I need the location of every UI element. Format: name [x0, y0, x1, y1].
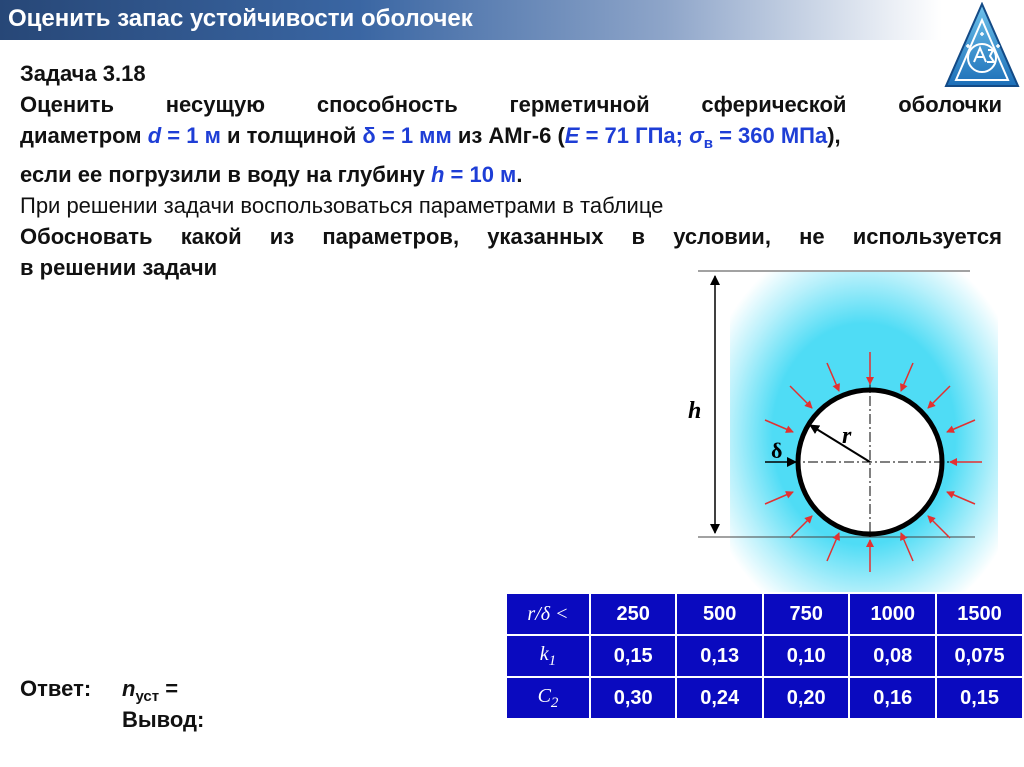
- table-row: [506, 677, 1023, 719]
- table-cell: 0,10: [763, 635, 849, 677]
- value-h: = 10 м: [444, 162, 517, 187]
- text-thickness: и толщиной: [220, 123, 363, 148]
- label-delta: δ: [771, 438, 783, 463]
- row-label-c2: [506, 677, 590, 719]
- var-d: d: [147, 123, 162, 148]
- value-d: = 1 м: [161, 123, 221, 148]
- k-subscript: 1: [548, 652, 557, 669]
- task-line-2: [20, 120, 1002, 159]
- slide-title: Оценить запас устойчивости оболочек: [8, 5, 473, 32]
- text-period: .: [516, 162, 523, 187]
- table-cell: 250: [590, 593, 676, 635]
- text-paren: ),: [827, 123, 841, 148]
- value-delta: δ = 1 мм: [362, 123, 452, 148]
- sphere-diagram: [660, 262, 1010, 602]
- value-E: = 71 ГПа;: [579, 123, 690, 148]
- equals-sign: =: [159, 676, 179, 701]
- title-bar: [0, 0, 1024, 40]
- table-cell: 750: [763, 593, 849, 635]
- task-number: Задача 3.18: [20, 61, 146, 86]
- row-label-r-delta: r/δ <: [506, 593, 590, 635]
- text-depth: если ее погрузили в воду на глубину: [20, 162, 431, 187]
- conclusion-label: Вывод:: [122, 707, 205, 732]
- table-cell: 0,15: [936, 677, 1023, 719]
- label-h: h: [688, 398, 702, 424]
- table-cell: 0,16: [849, 677, 936, 719]
- answer-label: Ответ:: [20, 676, 92, 701]
- text-diameter: диаметром: [20, 123, 148, 148]
- task-line-4: При решении задачи воспользоваться параметрами в таблице: [20, 193, 664, 218]
- answer-n-formula: [122, 676, 178, 705]
- table-cell: 0,075: [936, 635, 1023, 677]
- table-cell: 0,08: [849, 635, 936, 677]
- table-cell: 0,20: [763, 677, 849, 719]
- row-label-k1: [506, 635, 590, 677]
- c-subscript: 2: [550, 694, 559, 711]
- table-cell: 0,24: [676, 677, 762, 719]
- task-line-3: [20, 159, 1002, 190]
- c-symbol: C: [537, 684, 551, 707]
- table-row: [506, 593, 1023, 635]
- table-cell: 0,13: [676, 635, 762, 677]
- task-text: [20, 58, 1002, 283]
- sigma-subscript: в: [703, 135, 713, 152]
- var-E: E: [564, 123, 580, 148]
- k-symbol: k: [539, 642, 549, 665]
- task-line-6: в решении задачи: [20, 255, 218, 280]
- task-line-5: Обосновать какой из параметров, указанных в условии, не используется: [20, 224, 1002, 249]
- var-sigma: σ: [689, 123, 704, 148]
- label-r: r: [842, 423, 852, 449]
- text-material: из АМг-6 (: [451, 123, 565, 148]
- value-sigma: = 360 МПа: [712, 123, 828, 148]
- n-symbol: n: [122, 676, 136, 701]
- task-line-1: Оценить несущую способность герметичной сферической оболочки: [20, 92, 1002, 117]
- n-subscript: уст: [135, 688, 160, 705]
- table-cell: 1000: [849, 593, 936, 635]
- var-h: h: [430, 162, 445, 187]
- table-row: [506, 635, 1023, 677]
- parameter-table: [505, 592, 1024, 720]
- table-cell: 500: [676, 593, 762, 635]
- table-cell: 0,30: [590, 677, 676, 719]
- table-cell: 1500: [936, 593, 1023, 635]
- table-cell: 0,15: [590, 635, 676, 677]
